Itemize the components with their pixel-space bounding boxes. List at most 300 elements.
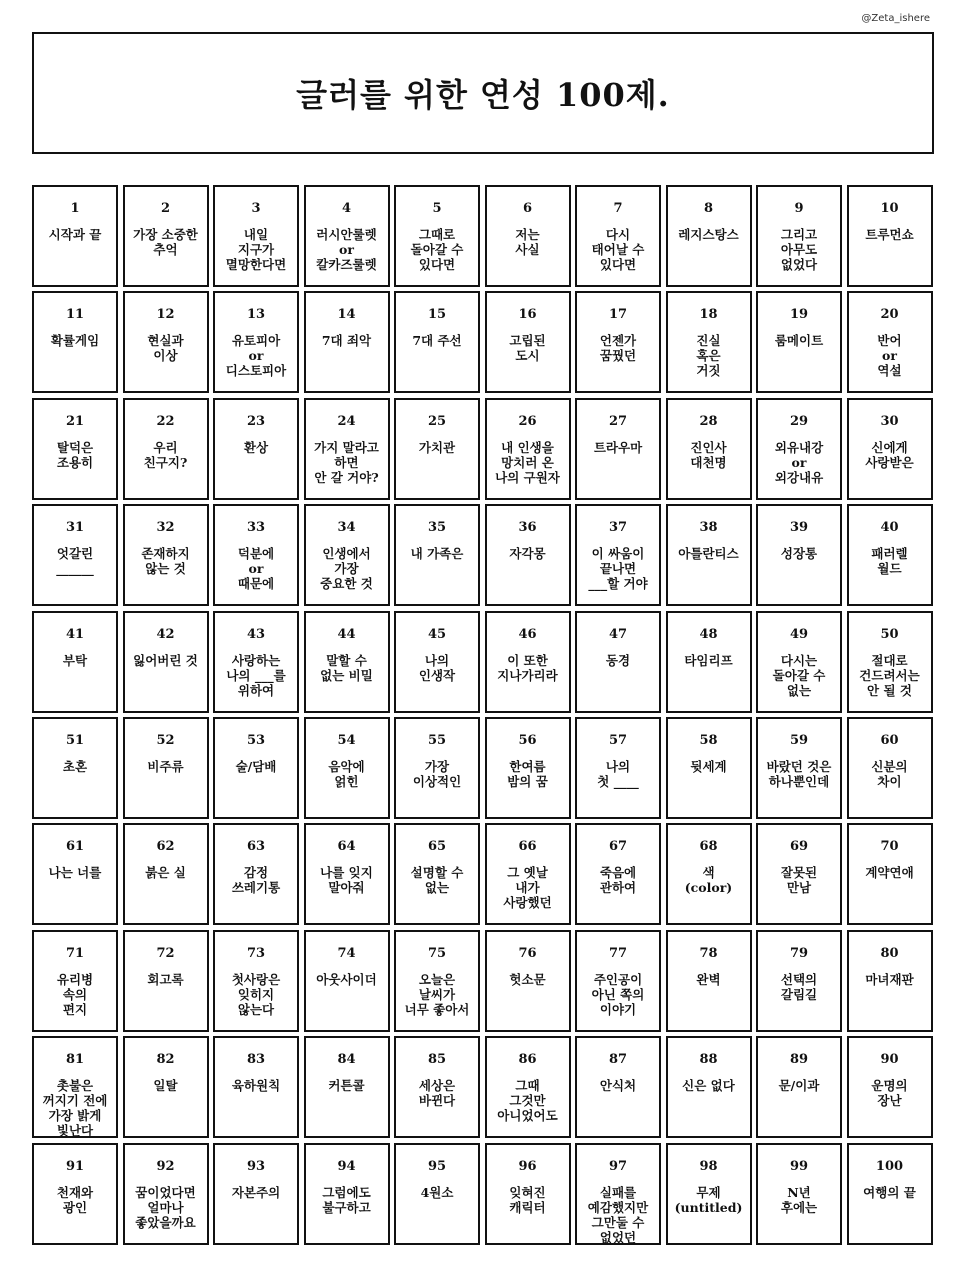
- prompt-cell: [847, 185, 933, 287]
- prompt-cell: [304, 504, 390, 606]
- prompt-number: 71: [65, 945, 85, 961]
- prompt-cell: [756, 291, 842, 393]
- prompt-cell: [756, 1036, 842, 1138]
- prompt-topic: 시작과 끝: [48, 227, 102, 242]
- prompt-cell: [394, 611, 480, 713]
- prompt-topic: 촛불은 꺼지기 전에 가장 밝게 빛난다: [42, 1078, 108, 1139]
- prompt-cell: [847, 930, 933, 1032]
- prompt-topic: 무제 (untitled): [674, 1184, 743, 1215]
- prompt-number: 98: [699, 1158, 718, 1174]
- prompt-cell: [575, 823, 661, 925]
- prompt-topic: 환상: [243, 439, 269, 455]
- prompt-cell: [213, 291, 299, 393]
- prompt-number: 85: [427, 1052, 447, 1068]
- prompt-cell: [32, 185, 118, 287]
- prompt-topic: 동경: [605, 652, 631, 668]
- prompt-topic: 안식처: [599, 1078, 637, 1094]
- prompt-cell: [304, 1143, 390, 1245]
- prompt-topic: 문/이과: [778, 1078, 820, 1094]
- prompt-cell: [394, 823, 480, 925]
- prompt-number: 89: [789, 1052, 809, 1068]
- prompt-number: 21: [65, 413, 85, 429]
- prompt-topic: 육하원칙: [231, 1078, 281, 1094]
- prompt-number: 10: [880, 201, 899, 216]
- prompt-topic: 그리고 아무도 없었다: [780, 227, 818, 272]
- prompt-cell: [666, 185, 752, 287]
- prompt-number: 61: [65, 839, 85, 855]
- prompt-topic: 트라우마: [593, 439, 643, 455]
- prompt-cell: [485, 611, 571, 713]
- prompt-topic: 고립된 도시: [509, 333, 546, 364]
- prompt-cell: [213, 611, 299, 713]
- prompt-number: 50: [880, 626, 899, 642]
- prompt-number: 15: [427, 307, 447, 323]
- prompt-topic: 성장통: [780, 546, 818, 562]
- prompt-number: 75: [427, 945, 447, 961]
- prompt-number: 94: [337, 1158, 356, 1174]
- prompt-topic: 천재와 광인: [56, 1184, 94, 1215]
- prompt-cell: [304, 1036, 390, 1138]
- prompt-topic: 외유내강 or 외강내유: [774, 439, 824, 485]
- prompt-topic: 뒷세계: [690, 758, 727, 774]
- prompt-cell: [666, 930, 752, 1032]
- prompt-number: 51: [65, 732, 85, 748]
- prompt-number: 22: [156, 413, 175, 429]
- prompt-topic: 나의 인생작: [418, 652, 456, 683]
- prompt-topic: 아웃사이더: [316, 971, 377, 987]
- prompt-topic: 운명의 장난: [871, 1078, 908, 1109]
- prompt-number: 25: [427, 413, 447, 429]
- prompt-topic: 커튼콜: [328, 1078, 365, 1094]
- prompt-cell: [756, 185, 842, 287]
- prompt-cell: [304, 611, 390, 713]
- prompt-number: 70: [880, 839, 899, 855]
- prompt-cell: [394, 930, 480, 1032]
- prompt-topic: 초혼: [62, 758, 88, 774]
- prompt-cell: [756, 823, 842, 925]
- prompt-topic: 나는 너를: [48, 865, 102, 881]
- prompt-number: 56: [518, 732, 537, 748]
- prompt-cell: [847, 823, 933, 925]
- prompt-cell: [666, 611, 752, 713]
- prompt-topic: 4원소: [420, 1184, 454, 1200]
- prompt-number: 48: [699, 626, 718, 642]
- prompt-cell: [756, 1143, 842, 1245]
- prompt-cell: [123, 930, 209, 1032]
- prompt-cell: [575, 291, 661, 393]
- prompt-topic: 7대 주선: [412, 333, 462, 349]
- prompt-topic: 진실 혹은 거짓: [696, 333, 721, 379]
- prompt-number: 46: [518, 626, 537, 642]
- prompt-topic: 죽음에 관하여: [599, 865, 637, 896]
- prompt-topic: 자본주의: [231, 1184, 281, 1200]
- prompt-number: 84: [337, 1052, 356, 1068]
- prompt-topic: 실패를 예감했지만 그만둘 수 없었던: [587, 1184, 649, 1245]
- prompt-number: 19: [789, 307, 809, 323]
- prompt-number: 26: [518, 413, 537, 429]
- prompt-number: 6: [522, 201, 533, 216]
- prompt-number: 65: [427, 839, 447, 855]
- prompt-number: 57: [608, 732, 628, 748]
- prompt-cell: [756, 504, 842, 606]
- prompt-cell: [32, 930, 118, 1032]
- prompt-grid: [32, 185, 933, 1245]
- prompt-cell: [485, 1143, 571, 1245]
- prompt-number: 97: [608, 1158, 628, 1174]
- prompt-cell: [575, 504, 661, 606]
- prompt-topic: N년 후에는: [780, 1184, 818, 1215]
- prompt-number: 73: [246, 945, 266, 961]
- prompt-topic: 아틀란티스: [678, 546, 739, 562]
- prompt-cell: [756, 398, 842, 500]
- prompt-topic: 다시는 돌아갈 수 없는: [772, 652, 826, 698]
- prompt-cell: [666, 291, 752, 393]
- prompt-cell: [575, 717, 661, 819]
- prompt-cell: [666, 823, 752, 925]
- prompt-topic: 마녀재판: [865, 971, 914, 987]
- prompt-number: 62: [156, 839, 175, 855]
- prompt-topic: 현실과 이상: [147, 333, 184, 364]
- prompt-topic: 내 인생을 망치러 온 나의 구원자: [495, 439, 560, 485]
- prompt-cell: [666, 1143, 752, 1245]
- prompt-cell: [575, 611, 661, 713]
- prompt-topic: 자각몽: [509, 546, 546, 562]
- prompt-number: 23: [246, 413, 266, 429]
- prompt-number: 88: [699, 1052, 718, 1068]
- prompt-cell: [32, 398, 118, 500]
- prompt-topic: 그럼에도 불구하고: [322, 1184, 371, 1215]
- prompt-cell: [847, 1143, 933, 1245]
- prompt-cell: [394, 291, 480, 393]
- prompt-number: 86: [518, 1052, 537, 1068]
- prompt-number: 17: [608, 307, 628, 323]
- prompt-topic: 우리 친구지?: [143, 439, 188, 470]
- prompt-topic: 인생에서 가장 중요한 것: [320, 546, 373, 592]
- prompt-cell: [666, 717, 752, 819]
- prompt-cell: [213, 930, 299, 1032]
- prompt-number: 11: [65, 307, 85, 323]
- prompt-number: 36: [518, 520, 537, 536]
- prompt-number: 8: [703, 201, 714, 216]
- prompt-number: 20: [880, 307, 899, 323]
- prompt-cell: [666, 398, 752, 500]
- prompt-topic: 감정 쓰레기통: [231, 865, 281, 896]
- prompt-cell: [575, 398, 661, 500]
- prompt-topic: 룸메이트: [774, 333, 824, 349]
- author-credit: @Zeta_ishere: [861, 13, 930, 24]
- prompt-topic: 존재하지 않는 것: [141, 546, 190, 577]
- prompt-cell: [394, 717, 480, 819]
- prompt-number: 79: [789, 945, 809, 961]
- prompt-number: 39: [789, 520, 809, 536]
- prompt-topic: 완벽: [696, 971, 721, 987]
- prompt-topic: 타임리프: [684, 652, 733, 668]
- prompt-number: 2: [160, 201, 171, 216]
- prompt-topic: 유리병 속의 편지: [56, 971, 94, 1017]
- prompt-cell: [485, 717, 571, 819]
- prompt-number: 43: [246, 626, 266, 642]
- prompt-cell: [485, 291, 571, 393]
- prompt-cell: [847, 504, 933, 606]
- prompt-cell: [756, 930, 842, 1032]
- prompt-number: 28: [699, 413, 718, 429]
- prompt-topic: 색 (color): [684, 865, 733, 896]
- prompt-topic: 신분의 차이: [871, 758, 908, 789]
- prompt-number: 66: [518, 839, 537, 855]
- prompt-topic: 확률게임: [50, 333, 100, 349]
- prompt-number: 16: [518, 307, 537, 323]
- prompt-number: 27: [608, 413, 628, 429]
- prompt-cell: [32, 1036, 118, 1138]
- prompt-number: 24: [337, 413, 356, 429]
- prompt-topic: 나를 잊지 말아줘: [320, 865, 373, 896]
- prompt-topic: 가지 말라고 하면 안 갈 거야?: [314, 439, 379, 485]
- prompt-number: 53: [246, 732, 266, 748]
- prompt-cell: [123, 185, 209, 287]
- prompt-number: 29: [789, 413, 809, 429]
- prompt-number: 55: [427, 732, 447, 748]
- prompt-cell: [32, 504, 118, 606]
- prompt-cell: [123, 291, 209, 393]
- prompt-topic: 이 싸움이 끝나면 ___할 거야: [588, 546, 648, 592]
- prompt-topic: 다시 태어날 수 있다면: [591, 227, 645, 272]
- prompt-cell: [394, 1143, 480, 1245]
- prompt-topic: 일탈: [153, 1078, 178, 1094]
- prompt-topic: 패러렐 월드: [871, 546, 908, 577]
- prompt-topic: 진인사 대천명: [690, 439, 727, 470]
- prompt-topic: 그 옛날 내가 사랑했던: [503, 865, 552, 911]
- prompt-topic: 엇갈린 ______: [56, 546, 94, 577]
- prompt-topic: 저는 사실: [515, 227, 540, 257]
- prompt-number: 7: [613, 201, 623, 216]
- prompt-number: 64: [337, 839, 356, 855]
- prompt-number: 82: [156, 1052, 175, 1068]
- prompt-number: 58: [699, 732, 718, 748]
- prompt-number: 3: [251, 201, 261, 216]
- prompt-number: 90: [880, 1052, 899, 1068]
- prompt-cell: [485, 823, 571, 925]
- prompt-number: 93: [246, 1158, 266, 1174]
- prompt-cell: [213, 185, 299, 287]
- prompt-number: 67: [608, 839, 628, 855]
- prompt-topic: 음악에 얽힌: [328, 758, 365, 789]
- prompt-cell: [123, 1143, 209, 1245]
- prompt-cell: [304, 823, 390, 925]
- prompt-number: 40: [880, 520, 899, 536]
- prompt-topic: 레지스탕스: [678, 227, 739, 242]
- prompt-number: 63: [246, 839, 266, 855]
- prompt-number: 52: [156, 732, 175, 748]
- prompt-topic: 여행의 끝: [863, 1184, 916, 1200]
- prompt-number: 34: [337, 520, 356, 536]
- prompt-number: 68: [699, 839, 718, 855]
- prompt-number: 100: [875, 1158, 904, 1174]
- prompt-topic: 회고록: [147, 971, 184, 987]
- prompt-number: 31: [65, 520, 85, 536]
- prompt-topic: 가장 이상적인: [412, 758, 462, 789]
- prompt-topic: 헛소문: [509, 971, 546, 987]
- prompt-number: 32: [156, 520, 175, 536]
- prompt-cell: [123, 398, 209, 500]
- prompt-cell: [666, 504, 752, 606]
- prompt-cell: [123, 504, 209, 606]
- prompt-number: 13: [246, 307, 266, 323]
- prompt-cell: [32, 1143, 118, 1245]
- prompt-topic: 언젠가 꿈꿨던: [599, 333, 637, 364]
- prompt-topic: 반어 or 역설: [877, 333, 902, 379]
- prompt-topic: 잊혀진 캐릭터: [509, 1184, 546, 1215]
- prompt-number: 91: [65, 1158, 85, 1174]
- prompt-topic: 세상은 바뀐다: [418, 1078, 456, 1109]
- prompt-cell: [485, 930, 571, 1032]
- prompt-topic: 잃어버린 것: [133, 652, 198, 668]
- prompt-topic: 유토피아 or 디스토피아: [225, 333, 287, 379]
- prompt-topic: 바랐던 것은 하나뿐인데: [766, 758, 832, 789]
- prompt-cell: [756, 717, 842, 819]
- prompt-cell: [485, 504, 571, 606]
- prompt-number: 44: [337, 626, 356, 642]
- prompt-cell: [575, 930, 661, 1032]
- prompt-number: 69: [789, 839, 809, 855]
- prompt-number: 60: [880, 732, 899, 748]
- prompt-number: 83: [246, 1052, 266, 1068]
- prompt-number: 47: [608, 626, 628, 642]
- prompt-cell: [32, 291, 118, 393]
- prompt-cell: [666, 1036, 752, 1138]
- prompt-number: 12: [156, 307, 175, 323]
- prompt-topic: 계약연애: [865, 865, 914, 881]
- prompt-cell: [123, 823, 209, 925]
- prompt-cell: [394, 504, 480, 606]
- prompt-topic: 7대 죄악: [321, 333, 372, 349]
- prompt-topic: 그때로 돌아갈 수 있다면: [410, 227, 464, 272]
- prompt-topic: 꿈이었다면 얼마나 좋았을까요: [135, 1184, 196, 1230]
- prompt-topic: 첫사랑은 잊히지 않는다: [231, 971, 281, 1017]
- prompt-cell: [394, 1036, 480, 1138]
- prompt-topic: 신에게 사랑받은: [865, 439, 914, 470]
- prompt-number: 54: [337, 732, 356, 748]
- prompt-cell: [847, 717, 933, 819]
- prompt-number: 87: [608, 1052, 628, 1068]
- prompt-cell: [304, 185, 390, 287]
- prompt-cell: [304, 930, 390, 1032]
- prompt-number: 9: [794, 201, 804, 216]
- prompt-number: 1: [70, 201, 80, 216]
- prompt-cell: [213, 504, 299, 606]
- prompt-cell: [213, 1036, 299, 1138]
- prompt-topic: 오늘은 날씨가 너무 좋아서: [404, 971, 470, 1017]
- prompt-number: 37: [608, 520, 628, 536]
- prompt-number: 45: [427, 626, 447, 642]
- prompt-cell: [304, 398, 390, 500]
- prompt-topic: 덕분에 or 때문에: [237, 546, 275, 592]
- prompt-topic: 비주류: [147, 758, 184, 774]
- title-box: [32, 32, 934, 154]
- prompt-topic: 가치관: [418, 439, 456, 455]
- prompt-number: 76: [518, 945, 537, 961]
- prompt-topic: 잘못된 만남: [780, 865, 818, 896]
- prompt-number: 95: [427, 1158, 447, 1174]
- prompt-topic: 그때 그것만 아니었어도: [497, 1078, 558, 1124]
- prompt-number: 80: [880, 945, 899, 961]
- prompt-number: 5: [432, 201, 442, 216]
- prompt-number: 42: [156, 626, 175, 642]
- prompt-topic: 한여름 밤의 꿈: [507, 758, 548, 789]
- prompt-topic: 신은 없다: [682, 1078, 735, 1094]
- prompt-number: 72: [156, 945, 175, 961]
- prompt-number: 33: [246, 520, 266, 536]
- prompt-number: 49: [789, 626, 809, 642]
- prompt-cell: [32, 611, 118, 713]
- prompt-number: 41: [65, 626, 85, 642]
- prompt-topic: 설명할 수 없는: [410, 865, 464, 896]
- prompt-number: 38: [699, 520, 718, 536]
- prompt-topic: 주인공이 아닌 쪽의 이야기: [591, 971, 645, 1017]
- prompt-cell: [213, 1143, 299, 1245]
- prompt-topic: 가장 소중한 추억: [133, 227, 198, 257]
- prompt-number: 18: [699, 307, 718, 323]
- prompt-number: 92: [156, 1158, 175, 1174]
- prompt-topic: 트루먼쇼: [865, 227, 914, 242]
- prompt-number: 14: [337, 307, 356, 323]
- prompt-number: 96: [518, 1158, 537, 1174]
- prompt-number: 30: [880, 413, 899, 429]
- prompt-topic: 술/담배: [235, 758, 277, 774]
- prompt-cell: [394, 185, 480, 287]
- prompt-cell: [847, 1036, 933, 1138]
- prompt-number: 78: [699, 945, 718, 961]
- prompt-cell: [32, 823, 118, 925]
- prompt-cell: [575, 1143, 661, 1245]
- prompt-topic: 붉은 실: [145, 865, 186, 881]
- prompt-topic: 부탁: [62, 652, 88, 668]
- prompt-cell: [847, 398, 933, 500]
- prompt-number: 4: [341, 201, 352, 216]
- prompt-cell: [213, 823, 299, 925]
- prompt-number: 74: [337, 945, 356, 961]
- prompt-topic: 나의 첫 ____: [597, 758, 639, 789]
- prompt-topic: 탈덕은 조용히: [56, 439, 94, 470]
- prompt-number: 99: [789, 1158, 809, 1174]
- prompt-cell: [213, 717, 299, 819]
- page-title: 글러를 위한 연성 100제.: [296, 76, 670, 114]
- prompt-topic: 선택의 갈림길: [780, 971, 818, 1002]
- prompt-number: 35: [427, 520, 447, 536]
- prompt-cell: [304, 717, 390, 819]
- prompt-cell: [123, 611, 209, 713]
- prompt-number: 59: [789, 732, 809, 748]
- prompt-number: 81: [65, 1052, 85, 1068]
- prompt-topic: 이 또한 지나가리라: [497, 652, 558, 683]
- prompt-number: 77: [608, 945, 628, 961]
- prompt-cell: [123, 717, 209, 819]
- prompt-cell: [485, 398, 571, 500]
- prompt-cell: [485, 1036, 571, 1138]
- prompt-topic: 러시안룰렛 or 칼카즈룰렛: [316, 227, 377, 272]
- prompt-topic: 사랑하는 나의 ___를 위하여: [226, 652, 286, 698]
- prompt-cell: [485, 185, 571, 287]
- prompt-cell: [32, 717, 118, 819]
- prompt-cell: [756, 611, 842, 713]
- prompt-topic: 말할 수 없는 비밀: [320, 652, 373, 683]
- prompt-cell: [213, 398, 299, 500]
- prompt-topic: 내일 지구가 멸망한다면: [225, 227, 287, 272]
- prompt-cell: [304, 291, 390, 393]
- prompt-cell: [394, 398, 480, 500]
- prompt-cell: [123, 1036, 209, 1138]
- prompt-cell: [575, 1036, 661, 1138]
- prompt-topic: 내 가족은: [410, 546, 464, 562]
